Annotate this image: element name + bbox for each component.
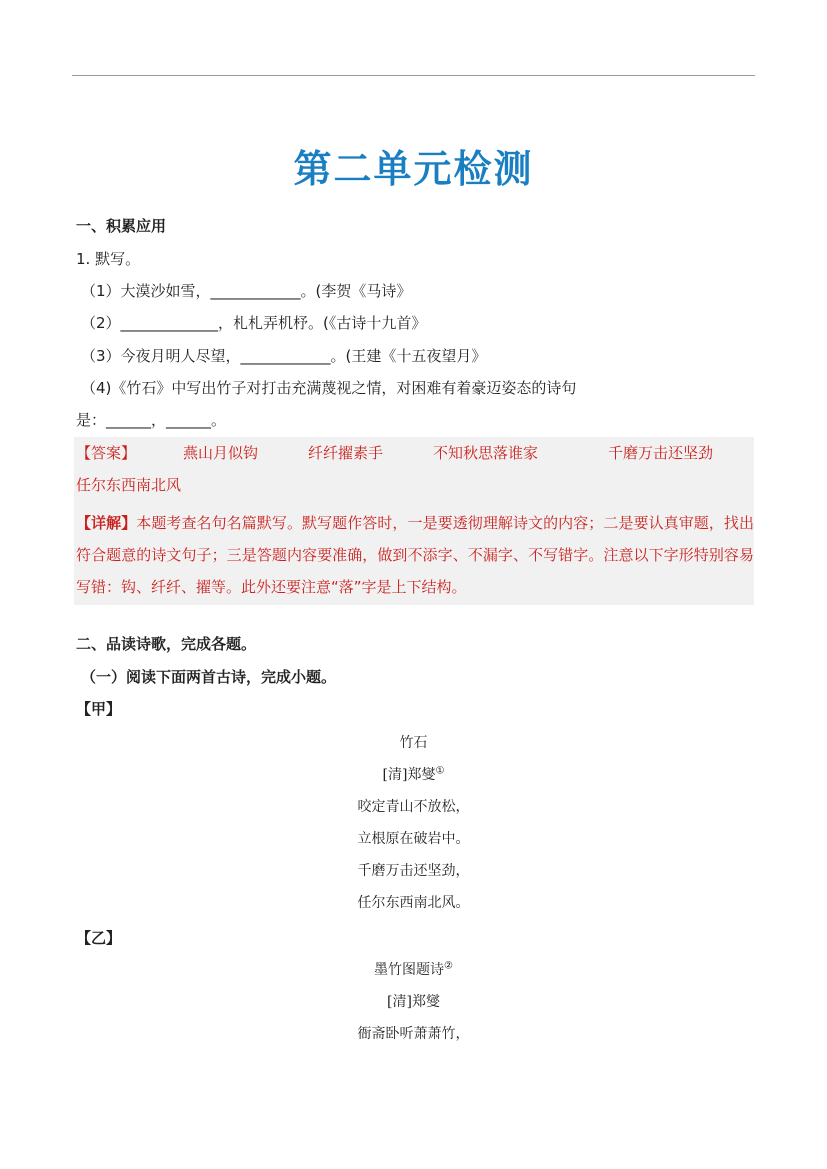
question-1: 1. 默写。 [76,250,141,268]
answer-3: 不知秋思落谁家 [433,444,539,462]
page-title: 第二单元检测 [293,147,534,191]
poem1-line-3: 千磨万击还坚劲， [357,863,470,879]
fill-item-3: （3）今夜月明人尽望，____________。(王建《十五夜望月》 [81,347,487,365]
poem1-title: 竹石 [399,735,428,751]
footnote-marker-2: ② [444,960,453,972]
fill-item-2: （2）_____________，札札弄机杼。(《古诗十九首》 [81,314,427,332]
header-rule [72,75,755,76]
answer-5: 任尔东西南北风 [76,476,182,494]
answer-4: 千磨万击还坚劲 [608,444,714,462]
poem2-line-1: 衙斋卧听萧萧竹， [357,1026,470,1042]
footnote-marker-1: ① [435,765,445,777]
answer-1: 燕山月似钩 [183,444,259,462]
yi-label: 【乙】 [76,929,122,947]
answer-label: 【答案】 [76,444,137,462]
section2-subheading: （一）阅读下面两首古诗，完成小题。 [81,668,337,686]
poem1-author-line [0,765,827,785]
poem2-author: [清]郑燮 [387,994,440,1010]
jia-label: 【甲】 [76,700,122,718]
poem2-title: 墨竹图题诗 [374,962,445,978]
section2-heading: 二、品读诗歌，完成各题。 [76,635,257,653]
poem1-line-1: 咬定青山不放松， [357,799,470,815]
section1-heading: 一、积累应用 [76,217,167,235]
poem1-author: [清]郑燮 [382,767,436,783]
fill-item-1: （1）大漠沙如雪，____________。(李贺《马诗》 [81,282,412,300]
poem1-line-4: 任尔东西南北风。 [357,895,470,911]
detail-text: 本题考查名句名篇默写。默写题作答时，一是要透彻理解诗文的内容；二是要认真审题，找出符合题意的诗文句子；三是答题内容要准确，做到不添字、不漏字、不写错字。注意以下字形特别容易写错：钩、纤纤、擢等。此外还要注意“落”字是上下结构。 [76,514,754,596]
poem2-title-line [0,960,827,980]
fill-item-4: （4)《竹石》中写出竹子对打击充满蔑视之情，对困难有着豪迈姿态的诗句 [81,379,577,397]
answer-2: 纤纤擢素手 [308,444,384,462]
answer-box [74,437,754,605]
detail-label: 【详解】 [76,514,137,532]
fill-item-4-continued: 是：______，______。 [76,411,227,429]
detail-paragraph [76,507,754,603]
poem1-line-2: 立根原在破岩中。 [357,831,470,847]
